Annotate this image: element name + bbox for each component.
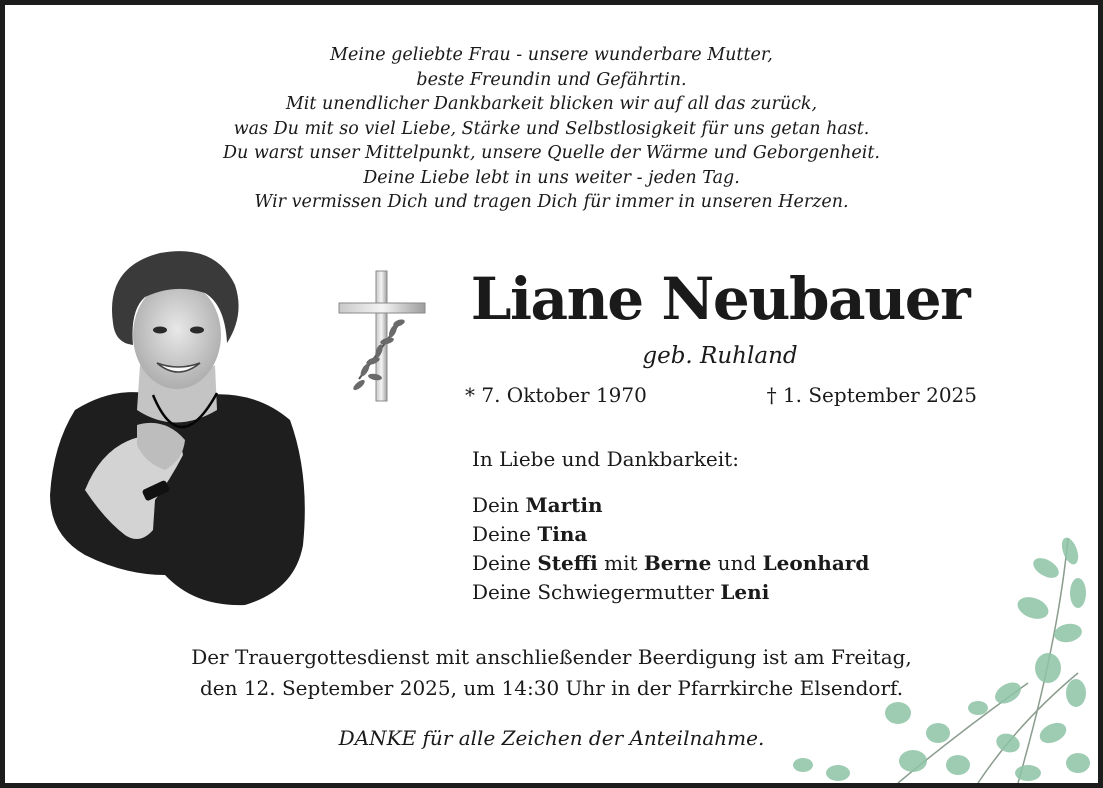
family-name: Tina	[537, 522, 588, 546]
poem-line: Meine geliebte Frau - unsere wunderbare Mutter,	[330, 45, 773, 65]
family-line	[472, 491, 869, 520]
cross-with-olive-branch-icon	[335, 267, 431, 407]
family-name: Leonhard	[762, 551, 870, 575]
thanks-line: DANKE für alle Zeichen der Anteilnahme.	[338, 726, 765, 750]
poem-line: was Du mit so viel Liebe, Stärke und Selbstlosigkeit für uns getan hast.	[233, 118, 870, 139]
family-prefix: Deine	[472, 522, 538, 546]
family-connector: und	[711, 551, 763, 575]
deceased-name: Liane Neubauer	[470, 265, 970, 333]
family-name: Martin	[525, 493, 603, 517]
service-line: den 12. September 2025, um 14:30 Uhr in der Pfarrkirche Elsendorf.	[199, 676, 904, 700]
family-prefix: Deine	[472, 551, 538, 575]
family-connector: mit	[597, 551, 644, 575]
poem-line: Mit unendlicher Dankbarkeit blicken wir auf all das zurück,	[285, 94, 818, 114]
maiden-name: geb. Ruhland	[642, 343, 798, 369]
memorial-poem	[5, 43, 1098, 215]
family-intro: In Liebe und Dankbarkeit:	[472, 447, 739, 471]
poem-line: Deine Liebe lebt in uns weiter - jeden Tag.	[363, 167, 740, 188]
family-name: Berne	[643, 551, 712, 575]
eucalyptus-leaves-icon	[778, 533, 1098, 783]
poem-line: Wir vermissen Dich und tragen Dich für immer in unseren Herzen.	[254, 192, 849, 212]
family-prefix: Dein	[472, 493, 526, 517]
family-name: Steffi	[537, 551, 598, 575]
portrait-photo	[45, 245, 310, 615]
death-date: † 1. September 2025	[766, 383, 977, 407]
birth-date: * 7. Oktober 1970	[465, 383, 647, 407]
life-dates	[465, 383, 977, 407]
poem-line: Du warst unser Mittelpunkt, unsere Quelle der Wärme und Geborgenheit.	[223, 143, 880, 163]
family-name: Leni	[720, 580, 770, 604]
family-prefix: Deine Schwiegermutter	[472, 580, 721, 604]
service-line: Der Trauergottesdienst mit anschließender Beerdigung ist am Freitag,	[191, 645, 912, 669]
poem-line: beste Freundin und Gefährtin.	[416, 69, 687, 90]
